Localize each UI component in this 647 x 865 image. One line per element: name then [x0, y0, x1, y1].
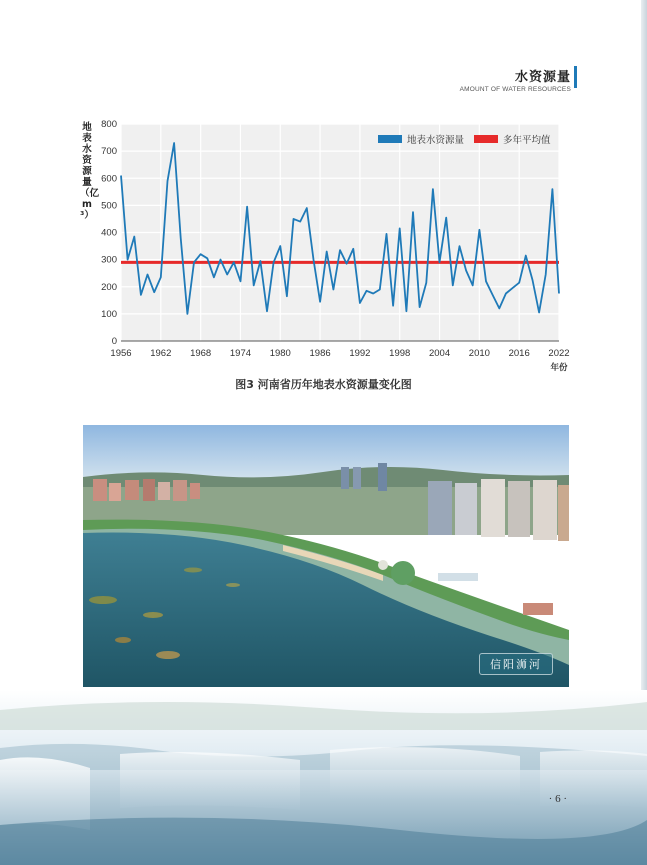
- x-axis-label: 年份: [550, 363, 568, 373]
- y-tick-label: 500: [101, 200, 117, 212]
- chart-y-axis-label: 地表水资源量（亿m³）: [80, 122, 100, 221]
- x-tick-label: 1968: [190, 348, 212, 359]
- legend-swatch-average: [474, 135, 498, 143]
- y-tick-label: 100: [101, 308, 117, 320]
- header-subtitle: AMOUNT OF WATER RESOURCES: [459, 86, 571, 93]
- page-number: · 6 ·: [548, 793, 567, 805]
- y-tick-label: 600: [101, 173, 117, 185]
- x-tick-label: 2010: [468, 348, 490, 359]
- legend-swatch-surface-water: [378, 135, 402, 143]
- x-tick-label: 1980: [269, 348, 291, 359]
- x-tick-label: 2016: [508, 348, 530, 359]
- figure-caption: 图3 河南省历年地表水资源量变化图: [235, 378, 412, 391]
- y-tick-label: 0: [111, 336, 117, 347]
- x-tick-label: 1956: [110, 348, 132, 359]
- x-tick-label: 1992: [349, 348, 371, 359]
- x-tick-label: 2022: [548, 348, 570, 359]
- y-tick-label: 300: [101, 254, 117, 266]
- x-tick-label: 1986: [309, 348, 331, 359]
- x-tick-label: 2004: [428, 348, 451, 359]
- x-tick-label: 1962: [150, 348, 172, 359]
- y-tick-label: 800: [101, 119, 117, 130]
- legend-label-surface-water: 地表水资源量: [407, 135, 465, 146]
- river-city-photo-image: [83, 425, 569, 687]
- xinyang-river-photo: [83, 425, 569, 687]
- x-tick-label: 1998: [389, 348, 411, 359]
- y-tick-label: 400: [101, 227, 117, 239]
- waterfall-background-graphic: [0, 690, 647, 865]
- surface-water-line-chart: [0, 0, 647, 380]
- y-tick-label: 700: [101, 146, 117, 158]
- x-tick-label: 1974: [229, 348, 252, 359]
- header-title: 水资源量: [514, 70, 571, 85]
- y-tick-label: 200: [101, 281, 117, 293]
- photo-location-tag: 信阳浉河: [479, 653, 553, 675]
- legend-label-average: 多年平均值: [503, 135, 551, 146]
